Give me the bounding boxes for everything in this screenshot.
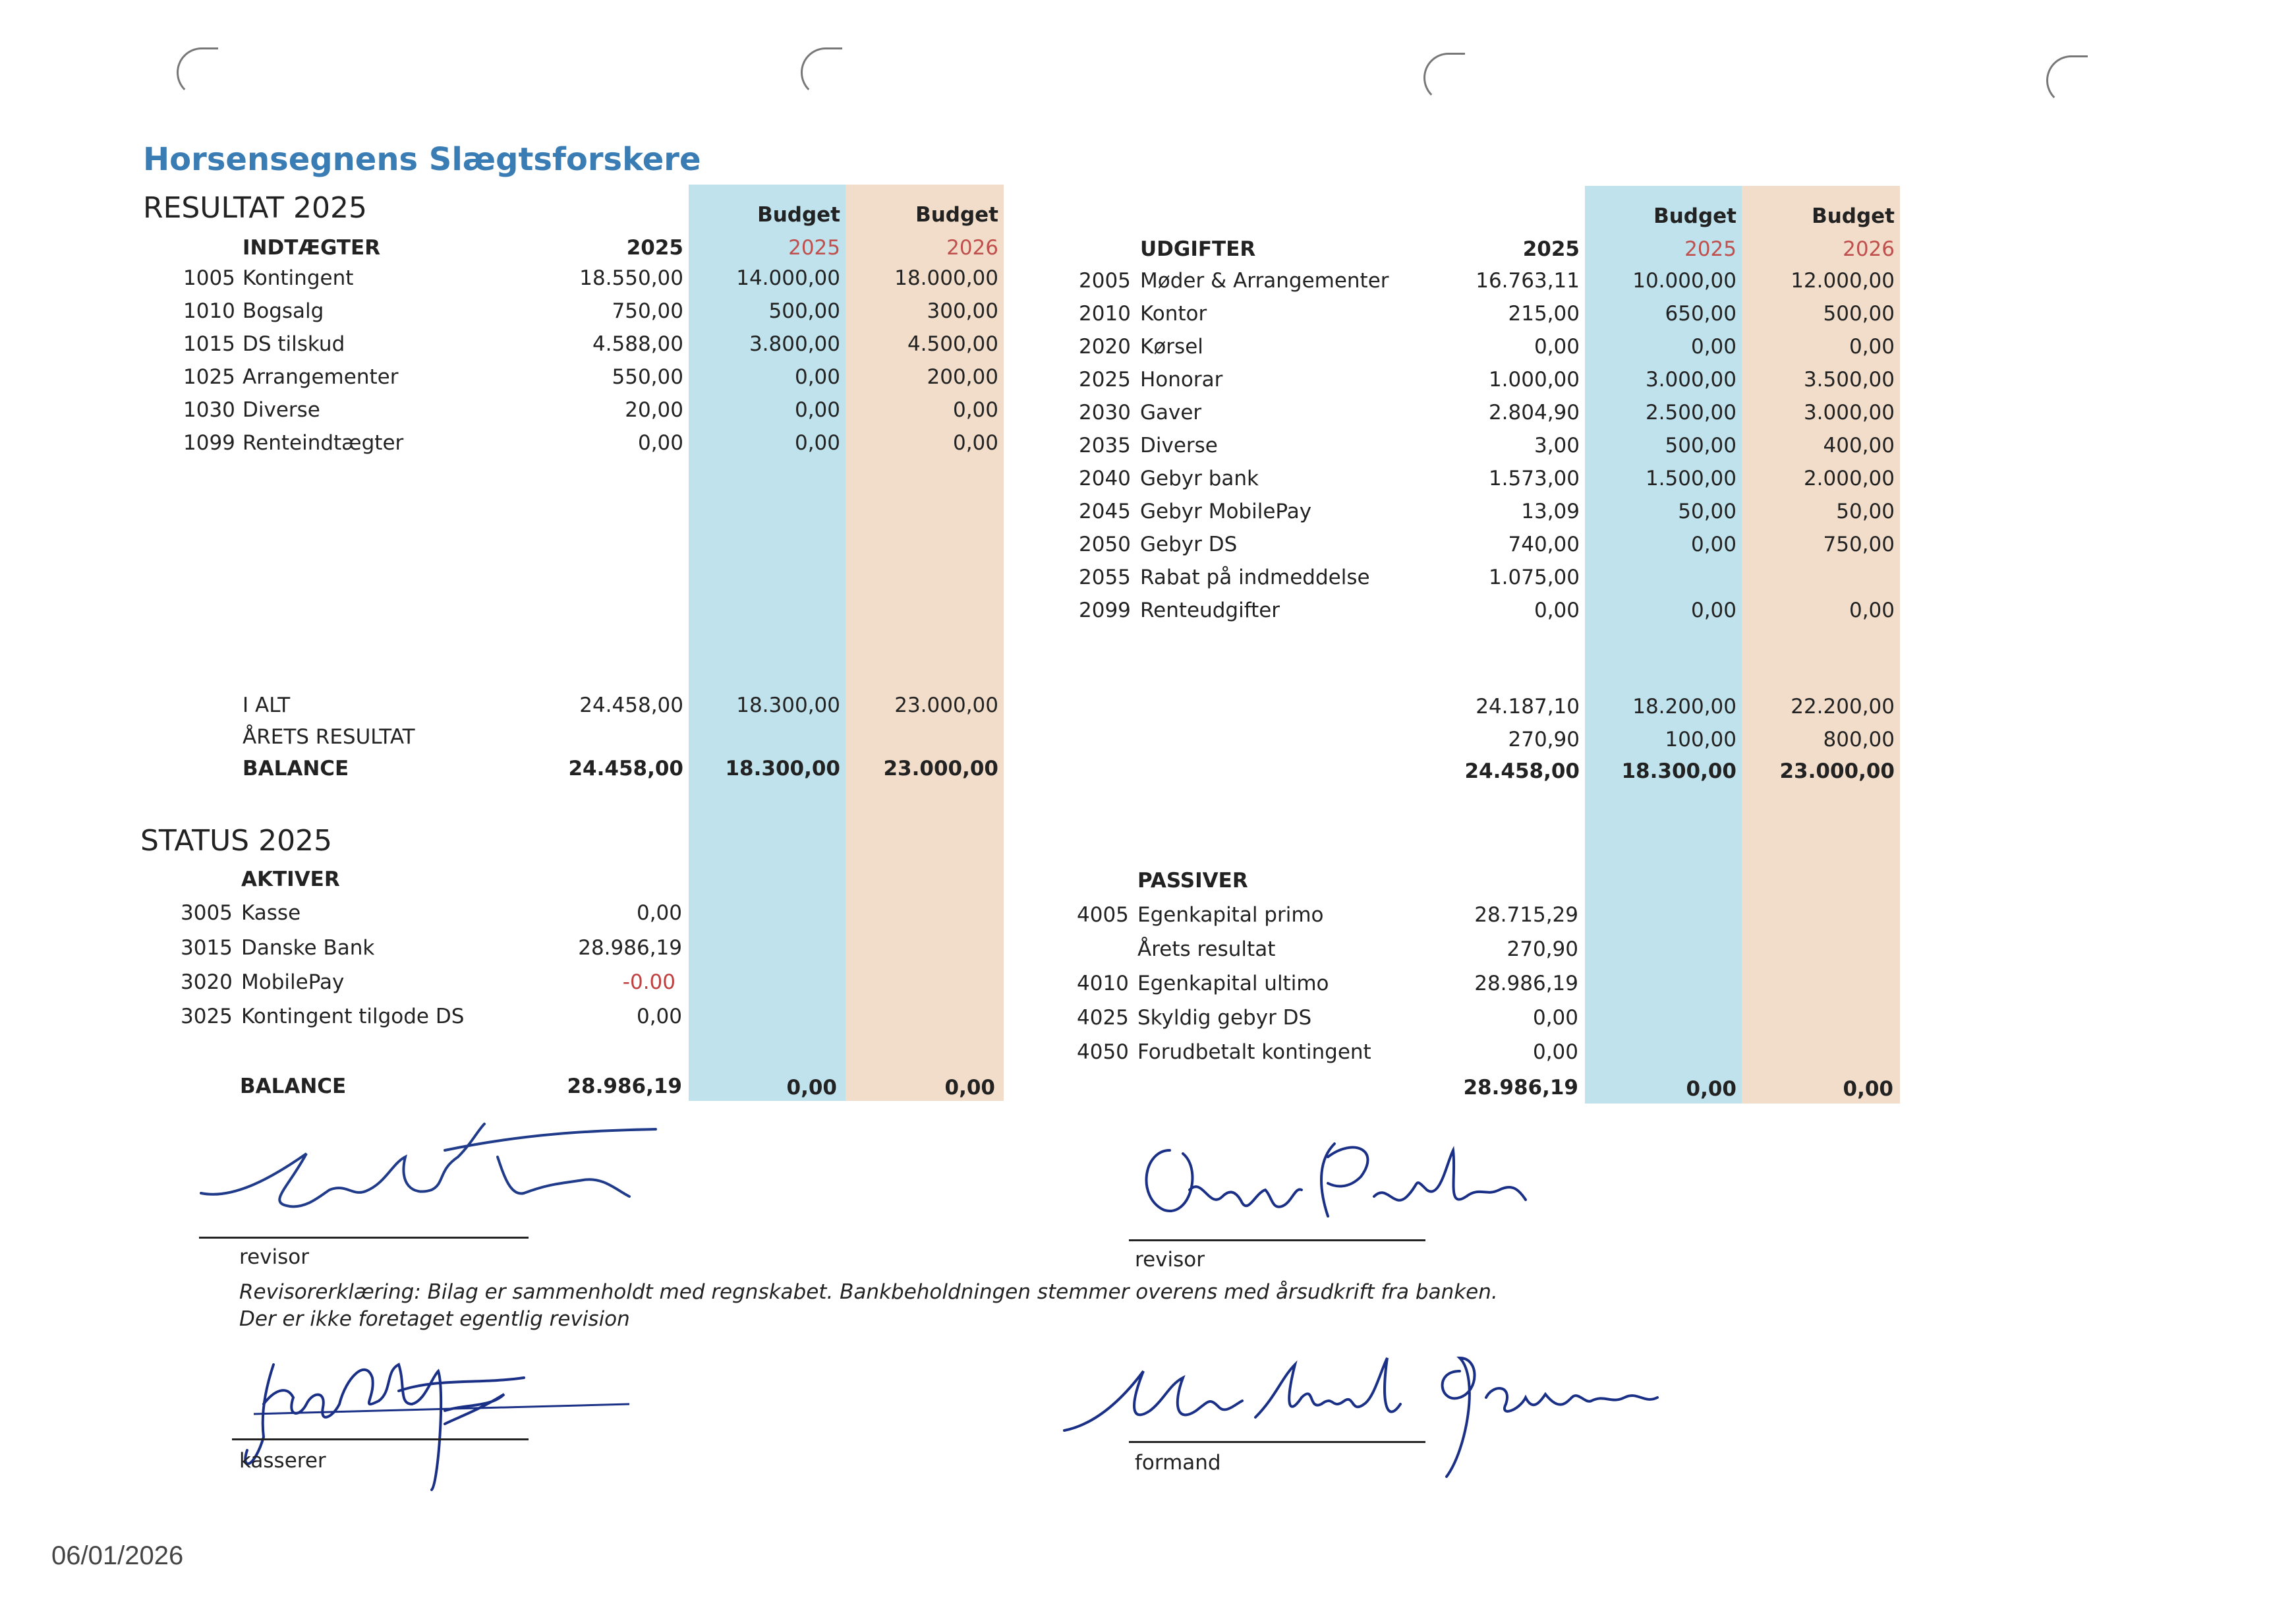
income-name: Diverse (243, 398, 320, 422)
expenses-heading: UDGIFTER (1140, 237, 1256, 261)
income-budget-2: 18.000,00 (894, 266, 998, 290)
expense-code: 2010 (1079, 302, 1131, 326)
asset-code: 3015 (181, 936, 233, 960)
expense-name: Gebyr DS (1140, 533, 1238, 556)
expense-actual: 0,00 (1534, 599, 1580, 622)
expense-actual: 1.573,00 (1488, 467, 1580, 490)
income-actual: 550,00 (612, 365, 683, 389)
income-total-budget-1: 18.300,00 (736, 693, 840, 717)
asset-actual: 28.986,19 (578, 936, 682, 960)
liability-name: Forudbetalt kontingent (1137, 1040, 1371, 1064)
expense-budget-2: 3.500,00 (1803, 368, 1895, 392)
income-name: Kontingent (243, 266, 354, 290)
signature-line-kasserer (232, 1438, 529, 1440)
left-budget-label-2: Budget (915, 203, 998, 227)
asset-name: Kasse (241, 901, 301, 925)
liability-code: 4050 (1077, 1040, 1129, 1064)
liability-actual: 270,90 (1507, 937, 1578, 961)
asset-name: Danske Bank (241, 936, 375, 960)
income-budget-1: 3.800,00 (749, 332, 840, 356)
expense-actual: 13,09 (1521, 500, 1580, 523)
income-code: 1005 (183, 266, 235, 290)
expense-code: 2045 (1079, 500, 1131, 523)
right-year-budget-2: 2026 (1843, 237, 1895, 261)
liability-actual: 0,00 (1532, 1040, 1578, 1064)
expense-budget-2: 750,00 (1823, 533, 1895, 556)
income-heading: INDTÆGTER (243, 236, 381, 260)
audit-statement-line-1: Revisorerklæring: Bilag er sammenholdt med regnskabet. Bankbeholdningen stemmer overens med årsudkrift fra banken. (239, 1280, 1498, 1304)
income-budget-2: 200,00 (927, 365, 998, 389)
income-name: Bogsalg (243, 299, 324, 323)
liability-name: Skyldig gebyr DS (1137, 1006, 1312, 1030)
expense-name: Rabat på indmeddelse (1140, 566, 1370, 589)
income-name: Renteindtægter (243, 431, 404, 455)
liabilities-heading: PASSIVER (1137, 869, 1248, 893)
asset-actual: 0,00 (636, 901, 682, 925)
income-code: 1015 (183, 332, 235, 356)
asset-code: 3005 (181, 901, 233, 925)
income-budget-2: 4.500,00 (907, 332, 998, 356)
liability-actual: 28.986,19 (1474, 972, 1578, 995)
expense-budget-2: 50,00 (1836, 500, 1895, 523)
expense-budget-1: 650,00 (1665, 302, 1736, 326)
assets-balance-label: BALANCE (240, 1074, 347, 1098)
asset-actual: -0.00 (622, 970, 675, 994)
income-actual: 0,00 (637, 431, 683, 455)
income-budget-2: 0,00 (952, 431, 998, 455)
expense-actual: 3,00 (1534, 434, 1580, 457)
expense-actual: 215,00 (1508, 302, 1580, 326)
expense-code: 2030 (1079, 401, 1131, 425)
right-budget-label-2: Budget (1812, 204, 1895, 228)
right-budget-label-1: Budget (1653, 204, 1736, 228)
asset-actual: 0,00 (636, 1005, 682, 1028)
expense-name: Gebyr bank (1140, 467, 1259, 490)
expense-name: Honorar (1140, 368, 1223, 392)
expense-actual: 1.000,00 (1488, 368, 1580, 392)
income-code: 1099 (183, 431, 235, 455)
left-budget-label-1: Budget (757, 203, 840, 227)
liability-name: Årets resultat (1137, 937, 1276, 961)
expense-name: Kørsel (1140, 335, 1203, 359)
punch-hole-3 (1423, 53, 1465, 103)
expense-budget-2: 0,00 (1849, 335, 1895, 359)
expense-budget-2: 0,00 (1849, 599, 1895, 622)
liabilities-balance-budget-2: 0,00 (1843, 1077, 1893, 1101)
signature-line-formand (1129, 1441, 1425, 1443)
result-title: RESULTAT 2025 (143, 191, 367, 225)
expense-name: Gaver (1140, 401, 1202, 425)
income-total-actual: 24.458,00 (579, 693, 683, 717)
expense-result-budget-1: 100,00 (1665, 728, 1736, 751)
liability-actual: 0,00 (1532, 1006, 1578, 1030)
liability-code: 4005 (1077, 903, 1129, 927)
income-budget-1: 0,00 (794, 398, 840, 422)
expense-budget-1: 0,00 (1690, 599, 1736, 622)
expense-name: Møder & Arrangementer (1140, 269, 1389, 293)
expense-total-budget-1: 18.200,00 (1632, 695, 1736, 719)
liabilities-balance-budget-1: 0,00 (1686, 1077, 1736, 1101)
income-actual: 750,00 (612, 299, 683, 323)
left-year-budget-2: 2026 (946, 236, 998, 260)
expense-budget-1: 2.500,00 (1645, 401, 1736, 425)
income-budget-1: 0,00 (794, 365, 840, 389)
expense-budget-1: 0,00 (1690, 533, 1736, 556)
signature-line-revisor-2 (1129, 1239, 1425, 1241)
assets-balance-actual: 28.986,19 (567, 1074, 682, 1098)
expense-name: Gebyr MobilePay (1140, 500, 1312, 523)
liability-code: 4010 (1077, 972, 1129, 995)
expense-total-budget-2: 22.200,00 (1791, 695, 1895, 719)
liability-name: Egenkapital ultimo (1137, 972, 1329, 995)
expense-budget-1: 0,00 (1690, 335, 1736, 359)
expense-actual: 740,00 (1508, 533, 1580, 556)
income-name: Arrangementer (243, 365, 399, 389)
income-budget-2: 300,00 (927, 299, 998, 323)
income-budget-2: 0,00 (952, 398, 998, 422)
liability-actual: 28.715,29 (1474, 903, 1578, 927)
liability-name: Egenkapital primo (1137, 903, 1324, 927)
right-year-budget-1: 2025 (1684, 237, 1736, 261)
right-year-actual: 2025 (1522, 237, 1580, 261)
status-title: STATUS 2025 (140, 824, 333, 858)
expense-total-actual: 24.187,10 (1476, 695, 1580, 719)
income-balance-budget-1: 18.300,00 (725, 757, 840, 780)
asset-name: Kontingent tilgode DS (241, 1005, 465, 1028)
audit-statement-line-2: Der er ikke foretaget egentlig revision (239, 1307, 630, 1331)
expense-code: 2025 (1079, 368, 1131, 392)
expense-actual: 2.804,90 (1488, 401, 1580, 425)
punch-hole-1 (177, 47, 218, 98)
assets-balance-budget-1: 0,00 (786, 1076, 837, 1100)
expense-budget-1: 500,00 (1665, 434, 1736, 457)
kasserer-label: kasserer (239, 1449, 326, 1473)
expense-code: 2040 (1079, 467, 1131, 490)
income-total-label: I ALT (243, 693, 291, 717)
signature-revisor-1 (194, 1117, 695, 1249)
expense-result-budget-2: 800,00 (1823, 728, 1895, 751)
income-balance-actual: 24.458,00 (568, 757, 683, 780)
expense-actual: 16.763,11 (1476, 269, 1580, 293)
liability-code: 4025 (1077, 1006, 1129, 1030)
org-title: Horsensegnens Slægtsforskere (143, 141, 701, 178)
expense-budget-2: 500,00 (1823, 302, 1895, 326)
expense-code: 2099 (1079, 599, 1131, 622)
income-budget-1: 500,00 (768, 299, 840, 323)
asset-code: 3020 (181, 970, 233, 994)
income-name: DS tilskud (243, 332, 345, 356)
expense-name: Kontor (1140, 302, 1207, 326)
income-actual: 4.588,00 (592, 332, 683, 356)
income-code: 1030 (183, 398, 235, 422)
expense-code: 2005 (1079, 269, 1131, 293)
expense-code: 2055 (1079, 566, 1131, 589)
asset-code: 3025 (181, 1005, 233, 1028)
expense-balance-actual: 24.458,00 (1464, 759, 1580, 783)
expense-name: Diverse (1140, 434, 1218, 457)
liabilities-balance-actual: 28.986,19 (1463, 1076, 1578, 1100)
revisor-1-label: revisor (239, 1245, 309, 1269)
expense-balance-budget-1: 18.300,00 (1621, 759, 1736, 783)
income-total-budget-2: 23.000,00 (894, 693, 998, 717)
expense-budget-2: 400,00 (1823, 434, 1895, 457)
income-balance-label: BALANCE (243, 757, 349, 780)
signature-revisor-2 (1130, 1124, 1539, 1236)
left-year-budget-1: 2025 (788, 236, 840, 260)
left-year-actual: 2025 (626, 236, 683, 260)
assets-balance-budget-2: 0,00 (944, 1076, 995, 1100)
asset-name: MobilePay (241, 970, 345, 994)
signature-line-revisor-1 (199, 1237, 529, 1239)
formand-label: formand (1135, 1451, 1221, 1475)
expense-budget-2: 12.000,00 (1791, 269, 1895, 293)
income-balance-budget-2: 23.000,00 (883, 757, 998, 780)
expense-code: 2020 (1079, 335, 1131, 359)
expense-code: 2035 (1079, 434, 1131, 457)
income-code: 1025 (183, 365, 235, 389)
expense-result-actual: 270,90 (1508, 728, 1580, 751)
expense-budget-1: 50,00 (1678, 500, 1736, 523)
expense-budget-2: 2.000,00 (1803, 467, 1895, 490)
expense-name: Renteudgifter (1140, 599, 1280, 622)
income-actual: 20,00 (625, 398, 683, 422)
footer-date: 06/01/2026 (51, 1541, 184, 1570)
expense-budget-1: 3.000,00 (1645, 368, 1736, 392)
expense-budget-1: 10.000,00 (1632, 269, 1736, 293)
assets-heading: AKTIVER (241, 868, 340, 891)
expense-balance-budget-2: 23.000,00 (1779, 759, 1895, 783)
result-label: ÅRETS RESULTAT (243, 725, 415, 749)
income-code: 1010 (183, 299, 235, 323)
expense-code: 2050 (1079, 533, 1131, 556)
income-budget-1: 14.000,00 (736, 266, 840, 290)
income-actual: 18.550,00 (579, 266, 683, 290)
punch-hole-4 (2046, 55, 2088, 105)
expense-actual: 0,00 (1534, 335, 1580, 359)
expense-budget-1: 1.500,00 (1645, 467, 1736, 490)
punch-hole-2 (801, 47, 842, 98)
expense-actual: 1.075,00 (1488, 566, 1580, 589)
income-budget-1: 0,00 (794, 431, 840, 455)
expense-budget-2: 3.000,00 (1803, 401, 1895, 425)
revisor-2-label: revisor (1135, 1248, 1205, 1272)
